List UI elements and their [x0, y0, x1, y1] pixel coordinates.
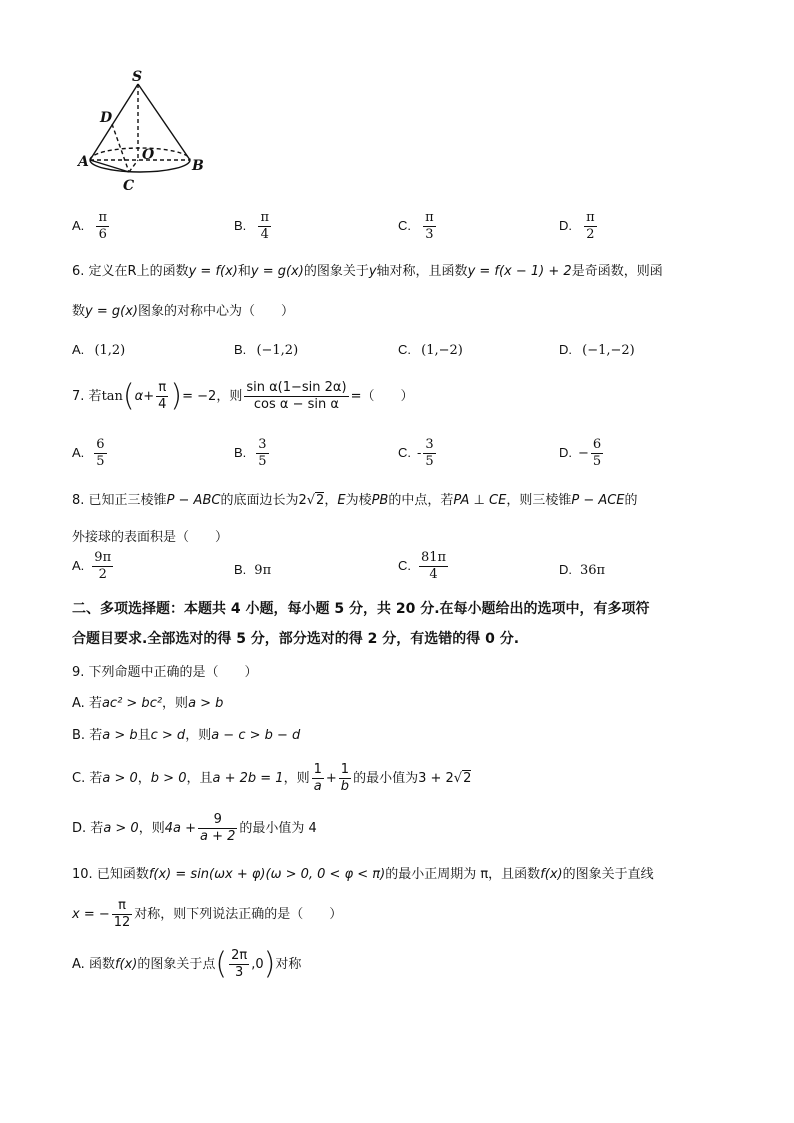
q5-option-a: A. $\frac{\pi}{6}$ [72, 210, 107, 242]
q8-option-b: B. 9π [234, 562, 272, 578]
q9-option-b: B. 若a > b且c > d，则a − c > b − d [72, 728, 301, 743]
q6-option-b: B. (−1,2) [234, 342, 299, 358]
q8-line-1: 8. 已知正三棱锥P − ABC的底面边长为2√2，E为棱PB的中点，若PA ⊥ CE，则三棱锥P − ACE的 [72, 493, 638, 508]
q9-stem: 9. 下列命题中正确的是（ ） [72, 665, 258, 680]
section-2-line-1: 二、多项选择题：本题共 4 小题，每小题 5 分，共 20 分.在每小题给出的选项中，有多项符 [72, 601, 650, 617]
q9-option-d: D. 若a > 0，则4a + $\frac{9}{a + 2}$ 的最小值为 4 [72, 812, 317, 844]
label-d: D [100, 110, 113, 126]
q6-line-1: 6. 定义在R上的函数y = f(x)和y = g(x)的图象关于y轴对称，且函数y = f(x − 1) + 2是奇函数，则函 [72, 264, 663, 279]
q8-option-c: C. $\frac{81\pi}{4}$ [398, 550, 447, 582]
q9-option-c: C. 若a > 0，b > 0，且a + 2b = 1，则 $\frac{1}{a}$ + $\frac{1}{b}$ 的最小值为3 + 2√2 [72, 762, 472, 794]
label-c: C [123, 178, 135, 194]
q5-option-d: D. $\frac{\pi}{2}$ [559, 210, 595, 242]
q8-option-d: D. 36π [559, 562, 606, 578]
label-o: O [142, 147, 155, 163]
q8-option-a: A. $\frac{9\pi}{2}$ [72, 550, 112, 582]
q6-option-c: C. (1,−2) [398, 342, 463, 358]
q7-option-a: A. $\frac{6}{5}$ [72, 437, 105, 469]
q6-line-2: 数y = g(x)图象的对称中心为（ ） [72, 304, 294, 319]
cone-figure [72, 66, 212, 196]
q6-option-d: D. (−1,−2) [559, 342, 635, 358]
label-b: B [192, 158, 204, 174]
q10-line-1: 10. 已知函数f(x) = sin(ωx + φ)(ω > 0, 0 < φ < π)的最小正周期为 π，且函数f(x)的图象关于直线 [72, 867, 654, 882]
q5-option-c: C. $\frac{\pi}{3}$ [398, 210, 434, 242]
q10-line-2: x = − $\frac{\pi}{12}$ 对称，则下列说法正确的是（ ） [72, 898, 343, 930]
q7-stem: 7. 若tan(α+ $\frac{\pi}{4}$ )= −2，则 $\frac{\text{sin α(1−sin 2α)}}{\text{cos α − sin α}}$ =（ ） [72, 378, 414, 414]
section-2-line-2: 合题目要求.全部选对的得 5 分，部分选对的得 2 分，有选错的得 0 分. [72, 631, 520, 647]
q7-option-d: D. − $\frac{6}{5}$ [559, 437, 602, 469]
q9-option-a: A. 若ac² > bc²，则a > b [72, 696, 224, 711]
label-s: S [132, 69, 143, 85]
q7-option-c: C. - $\frac{3}{5}$ [398, 437, 434, 469]
q5-option-b: B. $\frac{\pi}{4}$ [234, 210, 269, 242]
q6-option-a: A. (1,2) [72, 342, 126, 358]
q10-option-a: A. 函数f(x)的图象关于点( $\frac{2\pi}{3}$ ,0)对称 [72, 946, 302, 982]
label-a: A [78, 154, 89, 170]
q8-line-2: 外接球的表面积是（ ） [72, 530, 229, 545]
q7-option-b: B. $\frac{3}{5}$ [234, 437, 267, 469]
